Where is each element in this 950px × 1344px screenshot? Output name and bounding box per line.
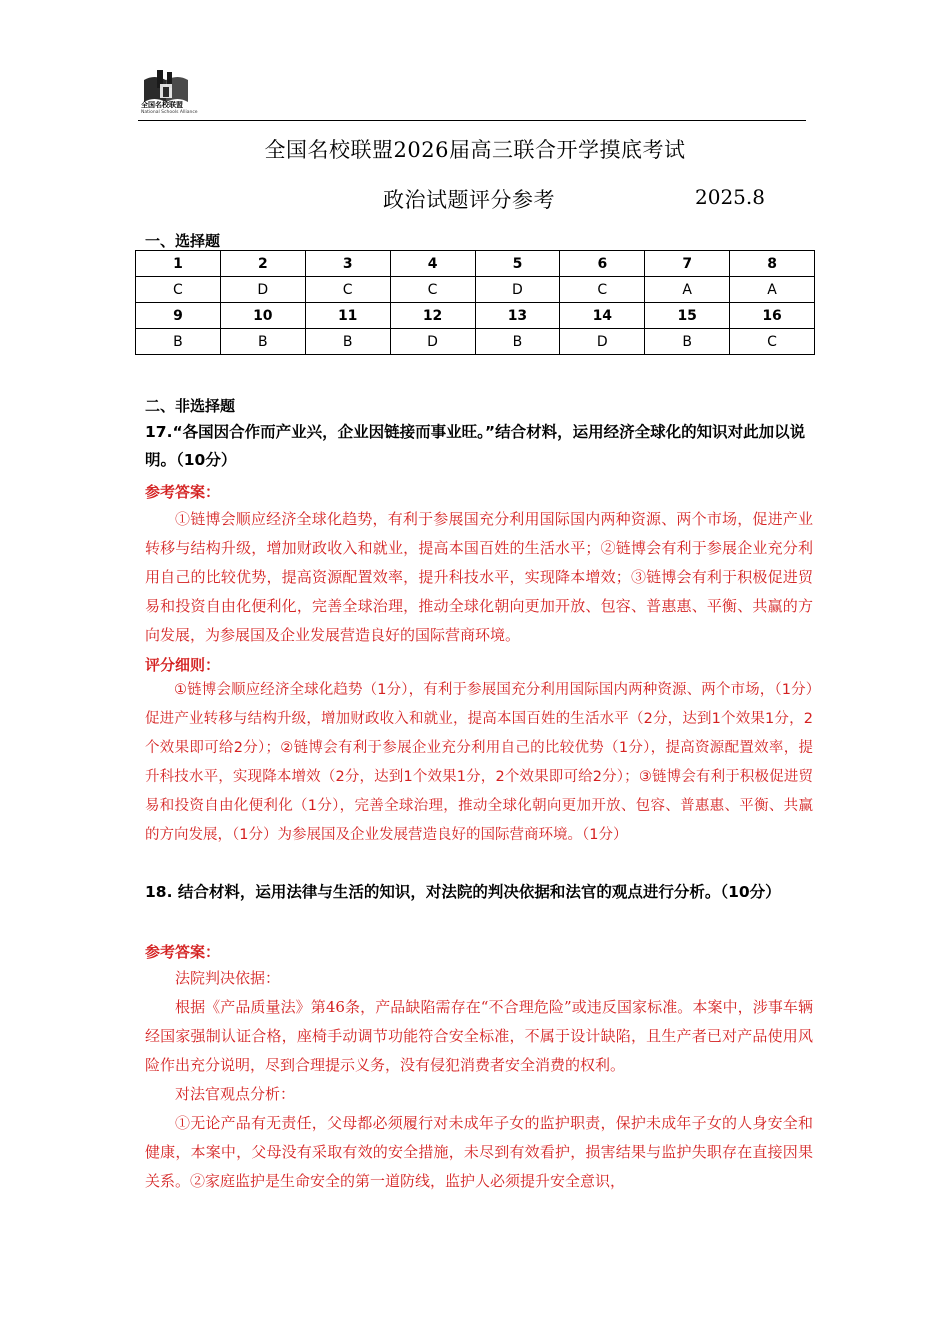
table-cell: 5 [475,251,560,277]
table-cell: 16 [730,303,815,329]
section-choice-title: 一、选择题 [145,232,221,250]
q18-answer-label: 参考答案： [145,943,221,961]
table-cell: D [560,329,645,355]
table-cell: B [136,329,221,355]
table-cell: 12 [390,303,475,329]
answer-table [135,250,815,355]
question-18: 18. 结合材料，运用法律与生活的知识，对法院的判决依据和法官的观点进行分析。（10分） [145,883,781,901]
q17-rubric-text: ①链博会顺应经济全球化趋势（1分），有利于参展国充分利用国际国内两种资源、两个市场，（1分）促进产业转移与结构升级，增加财政收入和就业，提高本国百姓的生活水平（2分，达到1个效果1分，2个效果即可给2分）；②链博会有利于参展企业充分利用自己的比较优势（1分），提高资源配置效率，提升科技水平，实现降本增效（2分，达到1个效果1分，2个效果即可给2分）；③链博会有利于积极促进贸易和投资自由化便利化（1分），完善全球治理，推动全球化朝向更加开放、包容、普惠惠、平衡、共赢的方向发展，（1分）为参展国及企业发展营造良好的国际营商环境。（1分） [145,682,813,843]
table-cell: B [645,329,730,355]
q18-judge-heading: 对法官观点分析： [175,1085,296,1103]
table-cell: A [645,277,730,303]
logo-text-cn: 全国名校联盟 [141,101,183,109]
table-cell: C [136,277,221,303]
document-title: 全国名校联盟2026届高三联合开学摸底考试 [264,138,686,162]
q17-answer-text: ①链博会顺应经济全球化趋势，有利于参展国充分利用国际国内两种资源、两个市场，促进产业转移与结构升级，增加财政收入和就业，提高本国百姓的生活水平；②链博会有利于参展企业充分利用自己的比较优势，提高资源配置效率，提升科技水平，实现降本增效；③链博会有利于积极促进贸易和投资自由化便利化，完善全球治理，推动全球化朝向更加开放、包容、普惠惠、平衡、共赢的方向发展，为参展国及企业发展营造良好的国际营商环境。 [145,510,813,644]
table-cell: D [220,277,305,303]
q17-rubric [145,676,813,850]
table-cell: C [305,277,390,303]
table-cell: C [560,277,645,303]
logo-text-en: National Schools Alliance [141,110,198,115]
table-cell: 9 [136,303,221,329]
table-cell: 13 [475,303,560,329]
table-cell: A [730,277,815,303]
table-cell: C [390,277,475,303]
document-subtitle: 政治试题评分参考 [383,188,555,212]
table-cell: 14 [560,303,645,329]
q18-basis-text: 根据《产品质量法》第46条，产品缺陷需存在“不合理危险”或违反国家标准。本案中，涉事车辆经国家强制认证合格，座椅手动调节功能符合安全标准，不属于设计缺陷，且生产者已对产品使用风险作出充分说明，尽到合理提示义务，没有侵犯消费者安全消费的权利。 [145,998,813,1074]
table-cell: 10 [220,303,305,329]
table-cell: 15 [645,303,730,329]
table-row [136,303,815,329]
q17-answer-label: 参考答案： [145,483,221,501]
q18-answer [145,964,813,1196]
q17-rubric-label: 评分细则： [145,656,221,674]
q18-basis-heading: 法院判决依据： [175,969,281,987]
table-cell: D [475,277,560,303]
table-cell: 7 [645,251,730,277]
table-cell: B [220,329,305,355]
table-row [136,251,815,277]
section-nonchoice-title: 二、非选择题 [145,397,236,415]
question-17: 17.“各国因合作而产业兴，企业因链接而事业旺。”结合材料，运用经济全球化的知识对此加以说明。（10分） [145,423,806,469]
table-cell: B [475,329,560,355]
table-row [136,329,815,355]
table-cell: D [390,329,475,355]
table-cell: 4 [390,251,475,277]
header-rule [138,120,806,121]
table-cell: 11 [305,303,390,329]
table-cell: 8 [730,251,815,277]
document-date: 2025.8 [695,185,765,209]
table-cell: 3 [305,251,390,277]
table-row [136,277,815,303]
table-cell: 6 [560,251,645,277]
table-cell: C [730,329,815,355]
table-cell: 1 [136,251,221,277]
q18-judge-text: ①无论产品有无责任，父母都必须履行对未成年子女的监护职责，保护未成年子女的人身安全和健康，本案中，父母没有采取有效的安全措施，未尽到有效看护，损害结果与监护失职存在直接因果关系。②家庭监护是生命安全的第一道防线，监护人必须提升安全意识， [145,1114,813,1190]
table-cell: B [305,329,390,355]
table-cell: 2 [220,251,305,277]
q17-answer [145,505,813,650]
